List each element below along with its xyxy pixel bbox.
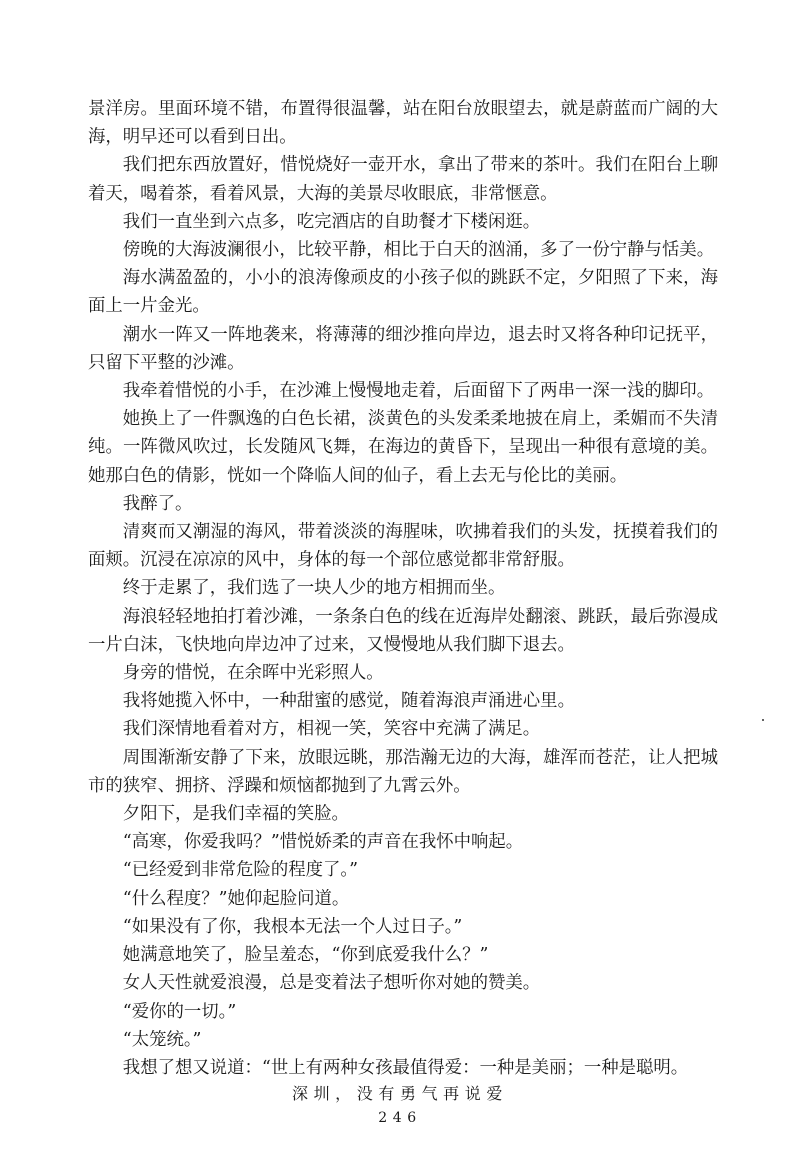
body-text xyxy=(88,95,718,1082)
paragraph-10: 清爽而又潮湿的海风，带着淡淡的海腥味，吹拂着我们的头发，抚摸着我们的面颊。沉浸在凉凉的风中，身体的每一个部位感觉都非常舒服。 xyxy=(88,522,718,571)
footer-book-title: 深圳，没有勇气再说爱 xyxy=(291,1084,508,1103)
paragraph-7: 我牵着惜悦的小手，在沙滩上慢慢地走着，后面留下了两串一深一浅的脚印。 xyxy=(122,381,715,402)
paragraph-8: 她换上了一件飘逸的白色长裙，淡黄色的头发柔柔地披在肩上，柔媚而不失清纯。一阵微风吹过，长发随风飞舞，在海边的黄昏下，呈现出一种很有意境的美。她那白色的倩影，恍如一个降临人间的仙子，看上去无与伦比的美丽。 xyxy=(88,409,718,486)
paragraph-26: 我想了想又说道：“世上有两种女孩最值得爱：一种是美丽；一种是聪明。 xyxy=(122,1057,689,1078)
paragraph-14: 我将她揽入怀中，一种甜蜜的感觉，随着海浪声涌进心里。 xyxy=(122,691,575,712)
paragraph-5: 海水满盈盈的，小小的浪涛像顽皮的小孩子似的跳跃不定，夕阳照了下来，海面上一片金光。 xyxy=(88,268,718,317)
paragraph-17: 夕阳下，是我们幸福的笑脸。 xyxy=(122,804,349,825)
paragraph-15: 我们深情地看着对方，相视一笑，笑容中充满了满足。 xyxy=(122,719,541,740)
paragraph-1: 景洋房。里面环境不错，布置得很温馨，站在阳台放眼望去，就是蔚蓝而广阔的大海，明早还可以看到日出。 xyxy=(88,99,718,148)
paragraph-11: 终于走累了，我们选了一块人少的地方相拥而坐。 xyxy=(122,578,506,599)
paragraph-24: “爱你的一切。” xyxy=(122,1001,237,1022)
paragraph-4: 傍晚的大海波澜很小，比较平静，相比于白天的汹涌，多了一份宁静与恬美。 xyxy=(122,240,715,261)
paragraph-12: 海浪轻轻地拍打着沙滩，一条条白色的线在近海岸处翻滚、跳跃，最后弥漫成一片白沫，飞快地向岸边冲了过来，又慢慢地从我们脚下退去。 xyxy=(88,606,718,655)
page-number: 246 xyxy=(378,1110,422,1126)
scan-speck xyxy=(762,719,764,721)
paragraph-2: 我们把东西放置好，惜悦烧好一壶开水，拿出了带来的茶叶。我们在阳台上聊着天，喝着茶，看着风景，大海的美景尽收眼底，非常惬意。 xyxy=(88,155,718,204)
paragraph-18: “高寒，你爱我吗？”惜悦娇柔的声音在我怀中响起。 xyxy=(122,832,524,853)
paragraph-20: “什么程度？”她仰起脸问道。 xyxy=(122,888,350,909)
paragraph-13: 身旁的惜悦，在余晖中光彩照人。 xyxy=(122,663,384,684)
paragraph-19: “已经爱到非常危险的程度了。” xyxy=(122,860,358,881)
paragraph-16: 周围渐渐安静了下来，放眼远眺，那浩瀚无边的大海，雄浑而苍茫，让人把城市的狭窄、拥挤、浮躁和烦恼都抛到了九霄云外。 xyxy=(88,747,718,796)
paragraph-21: “如果没有了你，我根本无法一个人过日子。” xyxy=(122,916,463,937)
paragraph-6: 潮水一阵又一阵地袭来，将薄薄的细沙推向岸边，退去时又将各种印记抚平，只留下平整的沙滩。 xyxy=(88,324,718,373)
paragraph-9: 我醉了。 xyxy=(122,493,193,514)
paragraph-23: 女人天性就爱浪漫，总是变着法子想听你对她的赞美。 xyxy=(122,973,541,994)
paragraph-22: 她满意地笑了，脸呈羞态，“你到底爱我什么？” xyxy=(122,945,489,966)
paragraph-25: “太笼统。” xyxy=(122,1029,202,1050)
paragraph-3: 我们一直坐到六点多，吃完酒店的自助餐才下楼闲逛。 xyxy=(122,211,541,232)
